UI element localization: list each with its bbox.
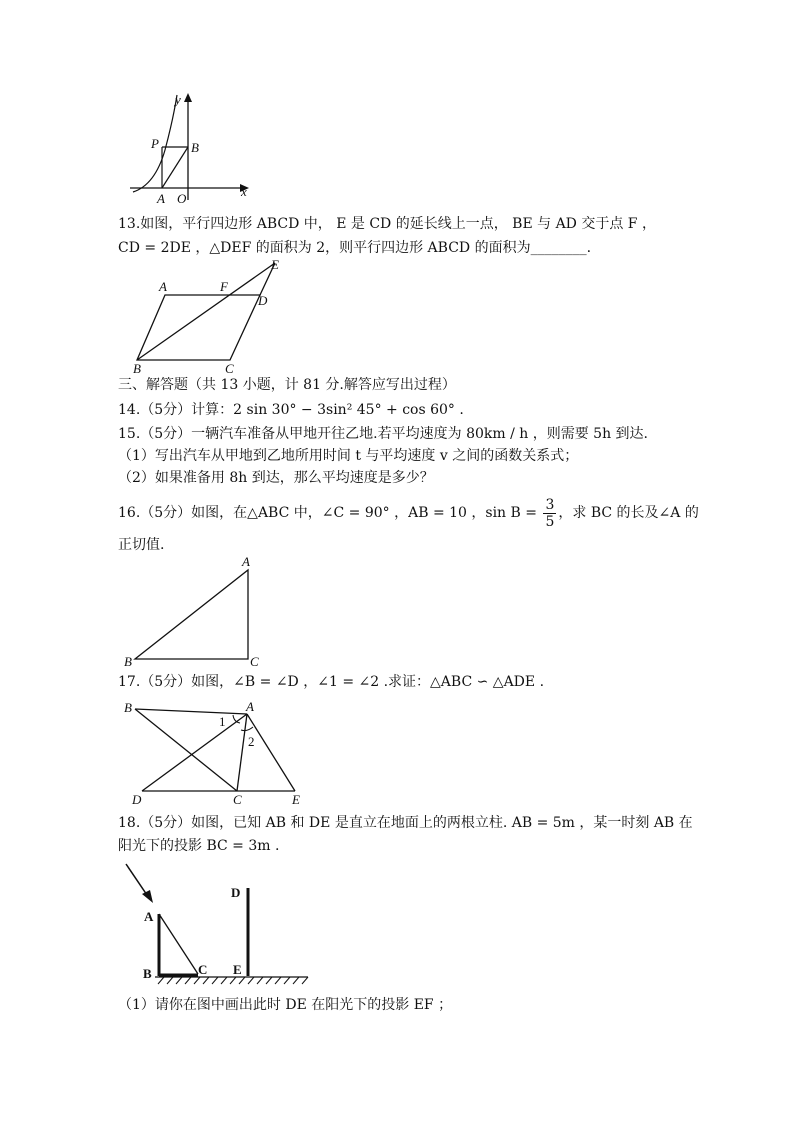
label-O: O: [177, 191, 187, 205]
q17-text: 17.（5分）如图，∠B = ∠D ，∠1 = ∠2 .求证：△ABC ∽ △ADE .: [118, 674, 545, 690]
label-A: A: [242, 554, 250, 569]
q16-line2: 正切值.: [118, 537, 165, 553]
q16-fraction: [543, 497, 556, 530]
q16-frac-denominator: 5: [545, 513, 555, 530]
q18-line1: 18.（5分）如图，已知 AB 和 DE 是直立在地面上的两根立柱. AB = 5m ，某一时刻 AB 在: [118, 815, 693, 831]
label-B: B: [143, 966, 152, 981]
figure-posts-shadow: [120, 858, 320, 993]
q18-part1: （1）请你在图中画出此时 DE 在阳光下的投影 EF ；: [118, 997, 453, 1013]
label-E: E: [271, 257, 279, 272]
q15-part2: （2）如果准备用 8h 到达，那么平均速度是多少？: [118, 470, 434, 486]
figure-parallelogram: [125, 255, 295, 375]
label-angle-2: 2: [248, 734, 255, 749]
label-y: y: [175, 92, 181, 107]
q15-part1: （1）写出汽车从甲地到乙地所用时间 t 与平均速度 v 之间的函数关系式；: [118, 448, 579, 464]
label-P: P: [151, 136, 159, 151]
label-A: A: [159, 279, 167, 294]
label-B: B: [191, 140, 199, 155]
q16-frac-numerator: 3: [545, 496, 555, 513]
q15-text: 15.（5分）一辆汽车准备从甲地开往乙地.若平均速度为 80km / h ，则需要 5h 到达.: [118, 426, 649, 442]
q16-text: [118, 496, 699, 530]
q14-text: 14.（5分）计算：2 sin 30° − 3sin² 45° + cos 60° .: [118, 402, 464, 418]
figure-similar-triangles: [120, 694, 320, 809]
figure-right-triangle: [120, 552, 270, 672]
label-A: A: [246, 699, 254, 714]
label-C: C: [250, 654, 259, 669]
label-F: F: [220, 279, 228, 294]
section3-title: 三、解答题（共 13 小题，计 81 分.解答应写出过程）: [118, 377, 456, 393]
label-D: D: [132, 792, 142, 807]
label-E: E: [292, 792, 300, 807]
label-x: x: [241, 184, 247, 199]
label-A: A: [144, 909, 154, 924]
label-angle-1: 1: [219, 714, 226, 729]
label-C: C: [198, 962, 208, 977]
label-D: D: [258, 293, 268, 308]
label-A: A: [157, 191, 165, 205]
label-D: D: [231, 885, 241, 900]
q16-text-after: ，求 BC 的长及∠A 的: [558, 505, 699, 521]
label-B: B: [133, 361, 141, 375]
label-C: C: [233, 792, 242, 807]
q18-line2: 阳光下的投影 BC = 3m .: [118, 838, 280, 854]
q16-text-before: 16.（5分）如图，在△ABC 中，∠C = 90° ，AB = 10 ，sin B =: [118, 505, 542, 521]
label-B: B: [124, 654, 132, 669]
label-C: C: [225, 361, 234, 375]
q13-line2: CD = 2DE ，△DEF 的面积为 2，则平行四边形 ABCD 的面积为________.: [118, 240, 592, 256]
label-B: B: [124, 700, 132, 715]
figure-coordinate-sketch: [125, 90, 255, 205]
q13-line1: 13.如图，平行四边形 ABCD 中， E 是 CD 的延长线上一点， BE 与 AD 交于点 F ，: [118, 216, 656, 232]
label-E: E: [233, 962, 242, 977]
